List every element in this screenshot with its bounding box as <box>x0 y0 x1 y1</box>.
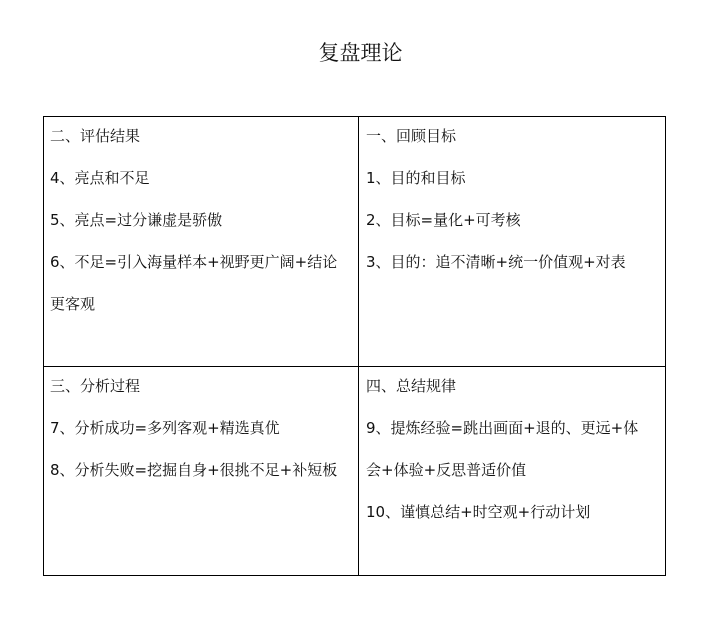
list-item-line-2: 更客观 <box>50 295 96 313</box>
list-item: 4、亮点和不足 <box>50 169 150 187</box>
list-item-wrapped <box>50 252 354 315</box>
page-title: 复盘理论 <box>318 41 403 65</box>
quadrant-heading: 三、分析过程 <box>50 377 141 395</box>
quadrant-analyze-process <box>44 367 358 575</box>
list-item: 1、目的和目标 <box>366 169 466 187</box>
list-item: 8、分析失败=挖掘自身+很挑不足+补短板 <box>50 461 338 479</box>
quadrant-heading: 一、回顾目标 <box>366 127 457 145</box>
quadrant-review-goals <box>359 117 665 366</box>
list-item-line-1: 9、提炼经验=跳出画面+退的、更远+体 <box>366 419 639 437</box>
review-theory-table <box>43 116 666 576</box>
quadrant-heading: 二、评估结果 <box>50 127 141 145</box>
list-item: 2、目标=量化+可考核 <box>366 211 521 229</box>
list-item: 3、目的：追不清晰+统一价值观+对表 <box>366 253 626 271</box>
quadrant-heading: 四、总结规律 <box>366 377 457 395</box>
list-item-line-1: 6、不足=引入海量样本+视野更广阔+结论 <box>50 253 338 271</box>
list-item: 5、亮点=过分谦虚是骄傲 <box>50 211 223 229</box>
list-item-wrapped <box>366 418 661 481</box>
list-item: 10、谨慎总结+时空观+行动计划 <box>366 503 591 521</box>
quadrant-summarize-rules <box>359 367 665 575</box>
list-item-line-2: 会+体验+反思普适价值 <box>366 461 527 479</box>
list-item: 7、分析成功=多列客观+精选真优 <box>50 419 280 437</box>
quadrant-evaluate-results <box>44 117 358 366</box>
